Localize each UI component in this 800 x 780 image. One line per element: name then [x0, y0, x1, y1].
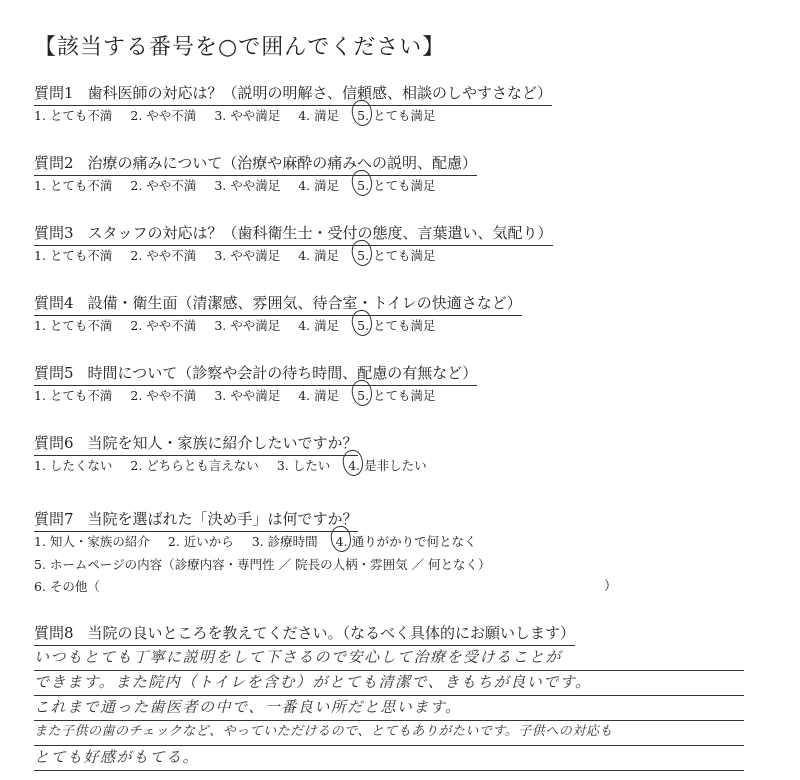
option-3[interactable]: 3. 診療時間	[251, 534, 318, 549]
option-1[interactable]: 1. とても不満	[34, 108, 113, 123]
option-1[interactable]: 1. とても不満	[34, 248, 113, 263]
question-6-options	[34, 456, 445, 474]
question-number: 質問1	[34, 84, 74, 102]
question-text: スタッフの対応は？（歯科衛生士・受付の態度、言葉遣い、気配り）	[87, 224, 553, 242]
option-3[interactable]: 3. したい	[276, 458, 331, 473]
question-7-options-line3[interactable]: 6. その他（	[34, 579, 100, 594]
option-3[interactable]: 3. やや満足	[214, 248, 281, 263]
question-text: 歯科医師の対応は？（説明の明解さ、信頼感、相談のしやすさなど）	[87, 84, 552, 102]
question-7-options-line2[interactable]: 5. ホームページの内容（診療内容・専門性 ／ 院長の人柄・雰囲気 ／ 何となく）	[34, 557, 491, 572]
question-text: 当院を選ばれた「決め手」は何ですか？	[87, 510, 358, 528]
question-number: 質問6	[34, 434, 74, 452]
question-3-heading	[34, 222, 553, 246]
answer-line: いつもとても丁寧に説明をして下さるので安心して治療を受けることが	[34, 646, 744, 671]
question-2-heading	[34, 152, 477, 176]
option-5-circled[interactable]: 5. とても満足	[357, 178, 436, 193]
option-1[interactable]: 1. とても不満	[34, 178, 113, 193]
option-2[interactable]: 2. 近いから	[167, 534, 234, 549]
question-5-heading	[34, 362, 477, 386]
answer-line: これまで通った歯医者の中で、一番良い所だと思います。	[34, 696, 744, 721]
option-4[interactable]: 4. 満足	[298, 108, 340, 123]
option-1[interactable]: 1. とても不満	[34, 318, 113, 333]
option-5-circled[interactable]: 5. とても満足	[357, 108, 436, 123]
question-8-heading	[34, 622, 575, 646]
option-5-circled[interactable]: 5. とても満足	[357, 248, 436, 263]
question-text: 治療の痛みについて（治療や麻酔の痛みへの説明、配慮）	[87, 154, 477, 172]
option-1[interactable]: 1. したくない	[34, 458, 113, 473]
question-1-options	[34, 106, 454, 124]
option-4[interactable]: 4. 満足	[298, 318, 340, 333]
free-answer-area[interactable]	[34, 646, 744, 771]
question-3-options	[34, 246, 454, 264]
option-4-circled[interactable]: 4. 通りがかりで何となく	[335, 534, 477, 549]
question-4-heading	[34, 292, 522, 316]
option-1[interactable]: 1. とても不満	[34, 388, 113, 403]
option-2[interactable]: 2. どちらとも言えない	[130, 458, 259, 473]
option-4[interactable]: 4. 満足	[298, 388, 340, 403]
page-title: 【該当する番号を○で囲んでください】	[34, 35, 446, 60]
option-3[interactable]: 3. やや満足	[214, 388, 281, 403]
answer-line: できます。また院内（トイレを含む）がとても清潔で、きもちが良いです。	[34, 671, 744, 696]
option-3[interactable]: 3. やや満足	[214, 108, 281, 123]
question-number: 質問3	[34, 224, 74, 242]
option-2[interactable]: 2. やや不満	[130, 108, 197, 123]
question-2-options	[34, 176, 454, 194]
option-5-circled[interactable]: 5. とても満足	[357, 318, 436, 333]
question-7-options-line1	[34, 532, 495, 550]
question-number: 質問4	[34, 294, 74, 312]
other-close-paren: ）	[604, 579, 618, 594]
question-number: 質問8	[34, 624, 74, 642]
question-number: 質問7	[34, 510, 74, 528]
option-2[interactable]: 2. やや不満	[130, 178, 197, 193]
option-4-circled[interactable]: 4. 是非したい	[348, 458, 427, 473]
question-text: 設備・衛生面（清潔感、雰囲気、待合室・トイレの快適さなど）	[87, 294, 522, 312]
option-4[interactable]: 4. 満足	[298, 248, 340, 263]
option-1[interactable]: 1. 知人・家族の紹介	[34, 534, 150, 549]
option-3[interactable]: 3. やや満足	[214, 318, 281, 333]
question-number: 質問5	[34, 364, 74, 382]
question-text: 時間について（診察や会計の待ち時間、配慮の有無など）	[87, 364, 478, 382]
question-6-heading	[34, 432, 358, 456]
question-number: 質問2	[34, 154, 74, 172]
option-5-circled[interactable]: 5. とても満足	[357, 388, 436, 403]
option-2[interactable]: 2. やや不満	[130, 388, 197, 403]
option-2[interactable]: 2. やや不満	[130, 248, 197, 263]
question-5-options	[34, 386, 454, 404]
option-2[interactable]: 2. やや不満	[130, 318, 197, 333]
question-1-heading	[34, 82, 552, 106]
question-text: 当院を知人・家族に紹介したいですか？	[87, 434, 358, 452]
answer-line: また子供の歯のチェックなど、やっていただけるので、とてもありがたいです。子供への対応も	[34, 721, 744, 746]
answer-line: とても好感がもてる。	[34, 746, 744, 771]
question-7-heading	[34, 508, 358, 532]
option-3[interactable]: 3. やや満足	[214, 178, 281, 193]
question-4-options	[34, 316, 454, 334]
option-4[interactable]: 4. 満足	[298, 178, 340, 193]
question-text: 当院の良いところを教えてください。（なるべく具体的にお願いします）	[87, 624, 576, 642]
